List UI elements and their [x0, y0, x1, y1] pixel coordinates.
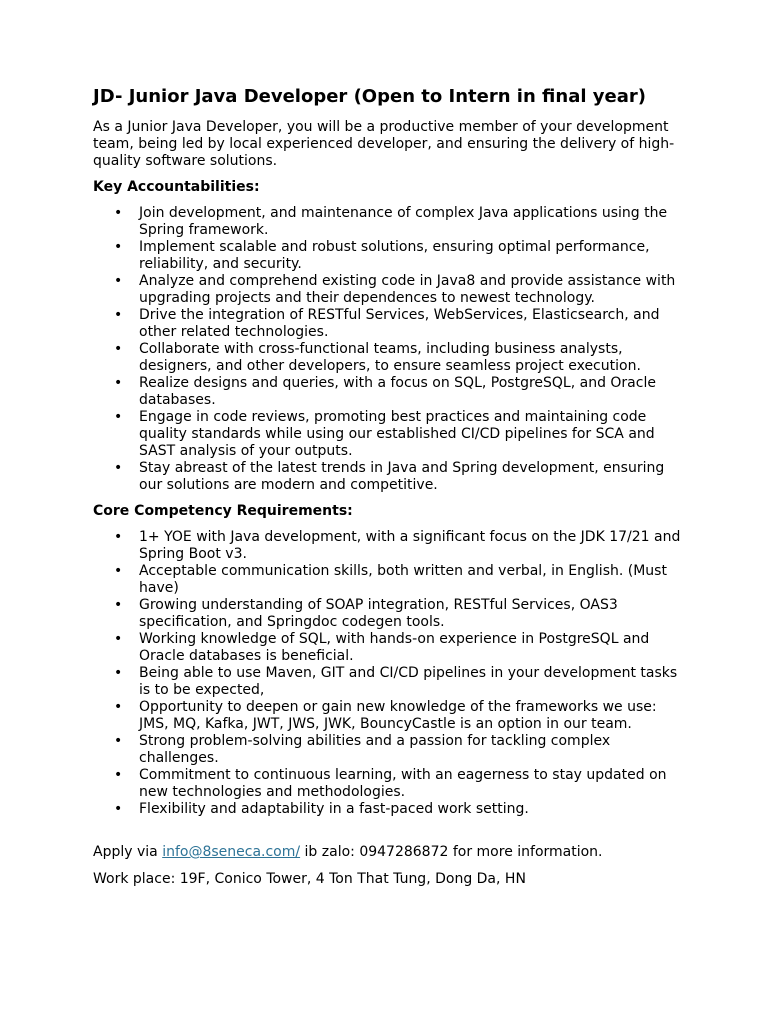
- list-item: [93, 529, 683, 563]
- bullet-icon: •: [114, 801, 123, 817]
- list-item-text: Implement scalable and robust solutions, ensuring optimal performance, reliability, and security.: [139, 239, 650, 272]
- bullet-icon: •: [114, 307, 123, 323]
- list-item: [93, 801, 683, 818]
- list-item: [93, 307, 683, 341]
- bullet-icon: •: [114, 563, 123, 579]
- email-link[interactable]: info@8seneca.com/: [162, 844, 301, 860]
- bullet-icon: •: [114, 341, 123, 357]
- list-item-text: Drive the integration of RESTful Services, WebServices, Elasticsearch, and other related technologies.: [139, 307, 660, 340]
- key-accountabilities-heading: Key Accountabilities:: [93, 179, 260, 195]
- list-item-text: Being able to use Maven, GIT and CI/CD pipelines in your development tasks is to be expected,: [139, 665, 678, 698]
- bullet-icon: •: [114, 460, 123, 476]
- list-item-text: Engage in code reviews, promoting best practices and maintaining code quality standards while using our established CI/CD pipelines for SCA and SAST analysis of your outputs.: [139, 409, 655, 459]
- list-item-text: Opportunity to deepen or gain new knowledge of the frameworks we use: JMS, MQ, Kafka, JWT, JWS, JWK, BouncyCastle is an option in our team.: [139, 699, 657, 732]
- bullet-icon: •: [114, 733, 123, 749]
- list-item-text: Commitment to continuous learning, with an eagerness to stay updated on new technologies and methodologies.: [139, 767, 667, 800]
- list-item: [93, 563, 683, 597]
- list-item-text: Realize designs and queries, with a focus on SQL, PostgreSQL, and Oracle databases.: [139, 375, 656, 408]
- list-item: [93, 205, 683, 239]
- bullet-icon: •: [114, 205, 123, 221]
- list-item-text: Analyze and comprehend existing code in Java8 and provide assistance with upgrading projects and their dependences to newest technology.: [139, 273, 676, 306]
- bullet-icon: •: [114, 239, 123, 255]
- list-item-text: Join development, and maintenance of complex Java applications using the Spring framework.: [139, 205, 668, 238]
- bullet-icon: •: [114, 597, 123, 613]
- list-item-text: Stay abreast of the latest trends in Java and Spring development, ensuring our solutions are modern and competitive.: [139, 460, 665, 493]
- list-item-text: Growing understanding of SOAP integration, RESTful Services, OAS3 specification, and Springdoc codegen tools.: [139, 597, 618, 630]
- list-item-text: Strong problem-solving abilities and a passion for tackling complex challenges.: [139, 733, 611, 766]
- bullet-icon: •: [114, 375, 123, 391]
- list-item: [93, 341, 683, 375]
- list-item-text: Working knowledge of SQL, with hands-on experience in PostgreSQL and Oracle databases is beneficial.: [139, 631, 650, 664]
- list-item-text: 1+ YOE with Java development, with a significant focus on the JDK 17/21 and Spring Boot v3.: [139, 529, 681, 562]
- apply-suffix: ib zalo: 0947286872 for more information.: [300, 844, 603, 860]
- bullet-icon: •: [114, 767, 123, 783]
- apply-paragraph: [93, 844, 683, 861]
- list-item: [93, 733, 683, 767]
- list-item-text: Flexibility and adaptability in a fast-paced work setting.: [139, 801, 529, 817]
- page-title: JD- Junior Java Developer (Open to Intern in final year): [93, 86, 646, 107]
- list-item: [93, 375, 683, 409]
- core-requirements-list: [93, 529, 683, 818]
- document-body: [93, 84, 683, 888]
- list-item: [93, 699, 683, 733]
- bullet-icon: •: [114, 665, 123, 681]
- list-item: [93, 239, 683, 273]
- apply-prefix: Apply via: [93, 844, 163, 860]
- list-item: [93, 597, 683, 631]
- intro-paragraph: As a Junior Java Developer, you will be a productive member of your development team, being led by local experienced developer, and ensuring the delivery of high-quality software solutions.: [93, 119, 675, 169]
- list-item: [93, 273, 683, 307]
- core-requirements-heading: Core Competency Requirements:: [93, 503, 353, 519]
- list-item-text: Acceptable communication skills, both written and verbal, in English. (Must have): [139, 563, 667, 596]
- bullet-icon: •: [114, 273, 123, 289]
- bullet-icon: •: [114, 631, 123, 647]
- bullet-icon: •: [114, 699, 123, 715]
- bullet-icon: •: [114, 529, 123, 545]
- key-accountabilities-list: [93, 205, 683, 494]
- list-item: [93, 631, 683, 665]
- list-item: [93, 767, 683, 801]
- list-item: [93, 460, 683, 494]
- list-item: [93, 409, 683, 460]
- workplace-line: Work place: 19F, Conico Tower, 4 Ton That Tung, Dong Da, HN: [93, 871, 526, 887]
- list-item: [93, 665, 683, 699]
- bullet-icon: •: [114, 409, 123, 425]
- list-item-text: Collaborate with cross-functional teams, including business analysts, designers, and other developers, to ensure seamless project execution.: [139, 341, 641, 374]
